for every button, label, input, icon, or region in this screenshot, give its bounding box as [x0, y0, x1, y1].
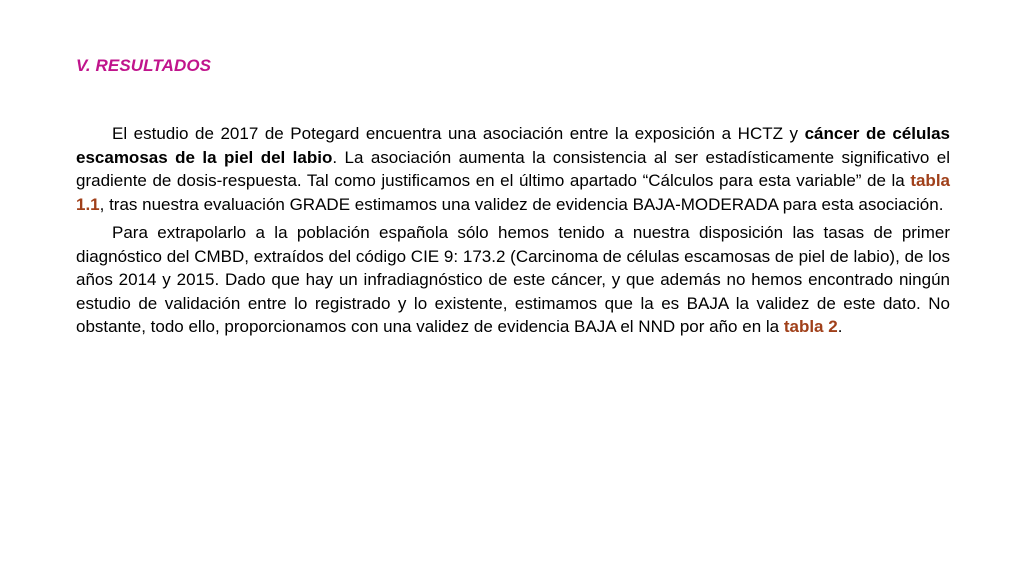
paragraph-1-text-3: , tras nuestra evaluación GRADE estimamos una validez de evidencia BAJA-MODERADA para esta asociación. [99, 194, 944, 214]
table-1-1-reference: tabla 1.1 [76, 171, 950, 214]
paragraph-2-text-1: Para extrapolarlo a la población española sólo hemos tenido a nuestra disposición las tasas de primer diagnóstico del CMBD, extraídos del código CIE 9: 173.2 (Carcinoma de células escamosas de piel de labio), de los años 2014 y 2015. Dado que hay un infradiagnóstico de este cáncer, y que además no hemos encontrado ningún estudio de validación entre lo registrado y lo existente, estimamos que la es BAJA la validez de este dato. No obstante, todo ello, proporcionamos con una validez de evidencia BAJA el NND por año en la [76, 223, 950, 336]
slide-body [76, 122, 950, 344]
section-heading: V. RESULTADOS [76, 56, 212, 75]
paragraph-1-emphasis: cáncer de células escamosas de la piel del labio [76, 124, 950, 167]
paragraph-extrapolation [76, 221, 950, 339]
paragraph-2-text-2: . [837, 317, 843, 336]
paragraph-potegard [76, 122, 950, 216]
table-2-reference: tabla 2 [783, 317, 838, 336]
paragraph-1-text-1: El estudio de 2017 de Potegard encuentra una asociación entre la exposición a HCTZ y [112, 124, 805, 143]
paragraph-1-text-2: . La asociación aumenta la consistencia al ser estadísticamente significativo el gradiente de dosis-respuesta. Tal como justificamos en el último apartado “Cálculos para esta variable” de la [76, 147, 950, 190]
